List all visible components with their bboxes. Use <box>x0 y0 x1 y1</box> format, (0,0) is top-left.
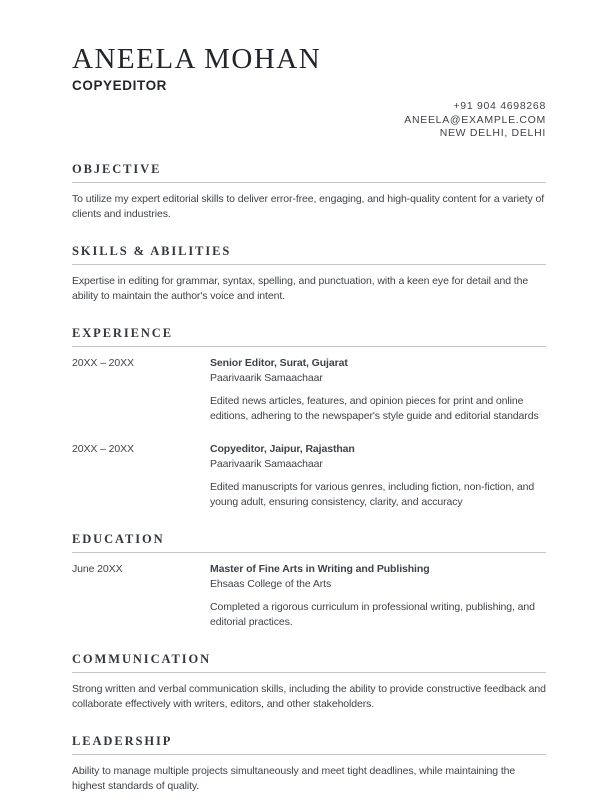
resume-header <box>72 44 546 141</box>
communication-paragraph: Strong written and verbal communication skills, including the ability to provide constructive feedback and collaborate effectively with writers, editors, and other stakeholders. <box>72 682 546 710</box>
entry-dates: 20XX – 20XX <box>72 442 134 455</box>
contact-phone: +91 904 4698268 <box>453 100 546 112</box>
experience-entry <box>72 356 546 425</box>
experience-heading: EXPERIENCE <box>72 326 546 347</box>
leadership-section <box>72 734 546 795</box>
entry-details <box>210 562 546 631</box>
communication-heading: COMMUNICATION <box>72 652 546 673</box>
education-entry <box>72 562 546 631</box>
experience-section <box>72 326 546 511</box>
experience-entry <box>72 442 546 511</box>
skills-heading: SKILLS & ABILITIES <box>72 244 546 265</box>
objective-heading: OBJECTIVE <box>72 162 546 183</box>
entry-details <box>210 442 546 511</box>
entry-description: Edited manuscripts for various genres, including fiction, non-fiction, and young adult, ensuring consistency, clarity, and accuracy <box>210 480 535 508</box>
leadership-paragraph: Ability to manage multiple projects simultaneously and meet tight deadlines, while maintaining the highest standards of quality. <box>72 764 516 792</box>
degree-title: Master of Fine Arts in Writing and Publishing <box>210 562 430 575</box>
contact-location: NEW DELHI, DELHI <box>439 127 546 139</box>
entry-dates: 20XX – 20XX <box>72 356 134 369</box>
candidate-name: ANEELA MOHAN <box>72 43 322 75</box>
entry-description: Completed a rigorous curriculum in professional writing, publishing, and editorial practices. <box>210 600 535 628</box>
education-heading: EDUCATION <box>72 532 546 553</box>
entry-company: Paarivaarik Samaachaar <box>210 457 323 470</box>
objective-paragraph: To utilize my expert editorial skills to deliver error-free, engaging, and high-quality content for a variety of clients and industries. <box>72 192 545 220</box>
communication-section <box>72 652 546 713</box>
school-name: Ehsaas College of the Arts <box>210 577 332 590</box>
skills-section <box>72 244 546 305</box>
entry-details <box>210 356 546 425</box>
objective-section <box>72 162 546 223</box>
entry-dates: June 20XX <box>72 562 123 575</box>
skills-paragraph: Expertise in editing for grammar, syntax, spelling, and punctuation, with a keen eye for detail and the ability to maintain the author's voice and intent. <box>72 274 529 302</box>
leadership-heading: LEADERSHIP <box>72 734 546 755</box>
contact-block <box>72 100 546 141</box>
entry-company: Paarivaarik Samaachaar <box>210 371 323 384</box>
entry-job-title: Senior Editor, Surat, Gujarat <box>210 356 348 369</box>
job-title: COPYEDITOR <box>72 78 168 93</box>
entry-description: Edited news articles, features, and opinion pieces for print and online editions, adhering to the newspaper's style guide and editorial standards <box>210 394 539 422</box>
education-section <box>72 532 546 631</box>
entry-job-title: Copyeditor, Jaipur, Rajasthan <box>210 442 355 455</box>
contact-email: ANEELA@EXAMPLE.COM <box>404 113 546 126</box>
